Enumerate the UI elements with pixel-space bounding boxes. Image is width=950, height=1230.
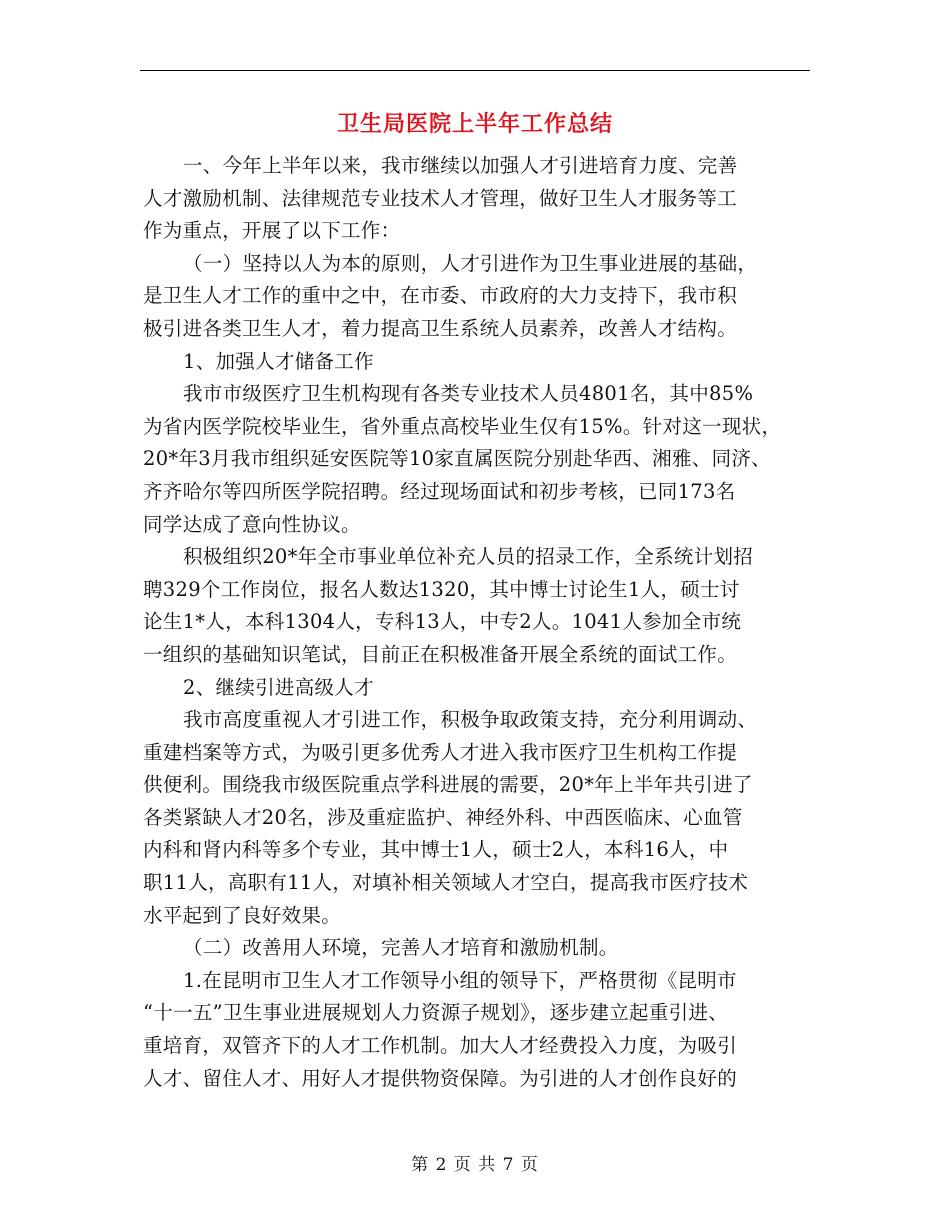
paragraph-line: 供便利。围绕我市级医院重点学科进展的需要，20*年上半年共引进了 [143, 773, 753, 797]
paragraph-line: 为省内医学院校毕业生，省外重点高校毕业生仅有15%。针对这一现状， [143, 414, 782, 438]
paragraph-line: 职11人，高职有11人，对填补相关领域人才空白，提高我市医疗技术 [143, 871, 749, 895]
paragraph-line: 聘329个工作岗位，报名人数达1320，其中博士讨论生1人，硕士讨 [143, 577, 740, 601]
paragraph-line: 同学达成了意向性协议。 [143, 512, 361, 536]
section-heading-line: （一）坚持以人为本的原则，人才引进作为卫生事业进展的基础， [183, 251, 758, 275]
paragraph-line: 重培育，双管齐下的人才工作机制。加大人才经费投入力度，为吸引 [143, 1034, 738, 1058]
document-body [143, 150, 833, 1095]
paragraph-line: 我市高度重视人才引进工作，积极争取政策支持，充分利用调动、 [183, 708, 758, 732]
paragraph-line: 论生1*人，本科1304人，专科13人，中专2人。1041人参加全市统 [143, 610, 742, 634]
paragraph-line: 重建档案等方式，为吸引更多优秀人才进入我市医疗卫生机构工作提 [143, 740, 738, 764]
page-footer: 第 2 页 共 7 页 [411, 1155, 539, 1175]
paragraph-line: 1.在昆明市卫生人才工作领导小组的领导下，严格贯彻《昆明市 [183, 968, 737, 992]
subsection-heading: 2、继续引进高级人才 [183, 675, 374, 699]
paragraph-line: 我市市级医疗卫生机构现有各类专业技术人员4801名，其中85% [183, 382, 754, 406]
paragraph-line: 作为重点，开展了以下工作： [143, 219, 401, 243]
paragraph-line: 是卫生人才工作的重中之中，在市委、市政府的大力支持下，我市积 [143, 284, 738, 308]
paragraph-line: 20*年3月我市组织延安医院等10家直属医院分别赴华西、湘雅、同济、 [143, 447, 771, 471]
paragraph-line: 内科和肾内科等多个专业，其中博士1人，硕士2人，本科16人，中 [143, 838, 729, 862]
paragraph-line: 一、今年上半年以来，我市继续以加强人才引进培育力度、完善 [183, 154, 738, 177]
subsection-heading: 1、加强人才储备工作 [183, 349, 374, 373]
paragraph-line: 人才、留住人才、用好人才提供物资保障。为引进的人才创作良好的 [143, 1066, 738, 1090]
paragraph-line: “十一五”卫生事业进展规划人力资源子规划》，逐步建立起重引进、 [143, 1001, 728, 1025]
paragraph-line: 齐齐哈尔等四所医学院招聘。经过现场面试和初步考核，已同173名 [143, 479, 736, 503]
paragraph-line: 各类紧缺人才20名，涉及重症监护、神经外科、中西医临床、心血管 [143, 805, 743, 829]
paragraph-line: 水平起到了良好效果。 [143, 903, 342, 927]
paragraph-line: 人才激励机制、法律规范专业技术人才管理，做好卫生人才服务等工 [143, 186, 738, 210]
header-rule [140, 70, 810, 71]
section-heading-line: （二）改善用人环境，完善人才培育和激励机制。 [183, 936, 619, 960]
document-title: 卫生局医院上半年工作总结 [336, 112, 613, 137]
paragraph-line: 极引进各类卫生人才，着力提高卫生系统人员素养，改善人才结构。 [143, 316, 738, 340]
paragraph-line: 一组织的基础知识笔试，目前正在积极准备开展全系统的面试工作。 [143, 642, 738, 666]
paragraph-line: 积极组织20*年全市事业单位补充人员的招录工作，全系统计划招 [183, 545, 754, 569]
